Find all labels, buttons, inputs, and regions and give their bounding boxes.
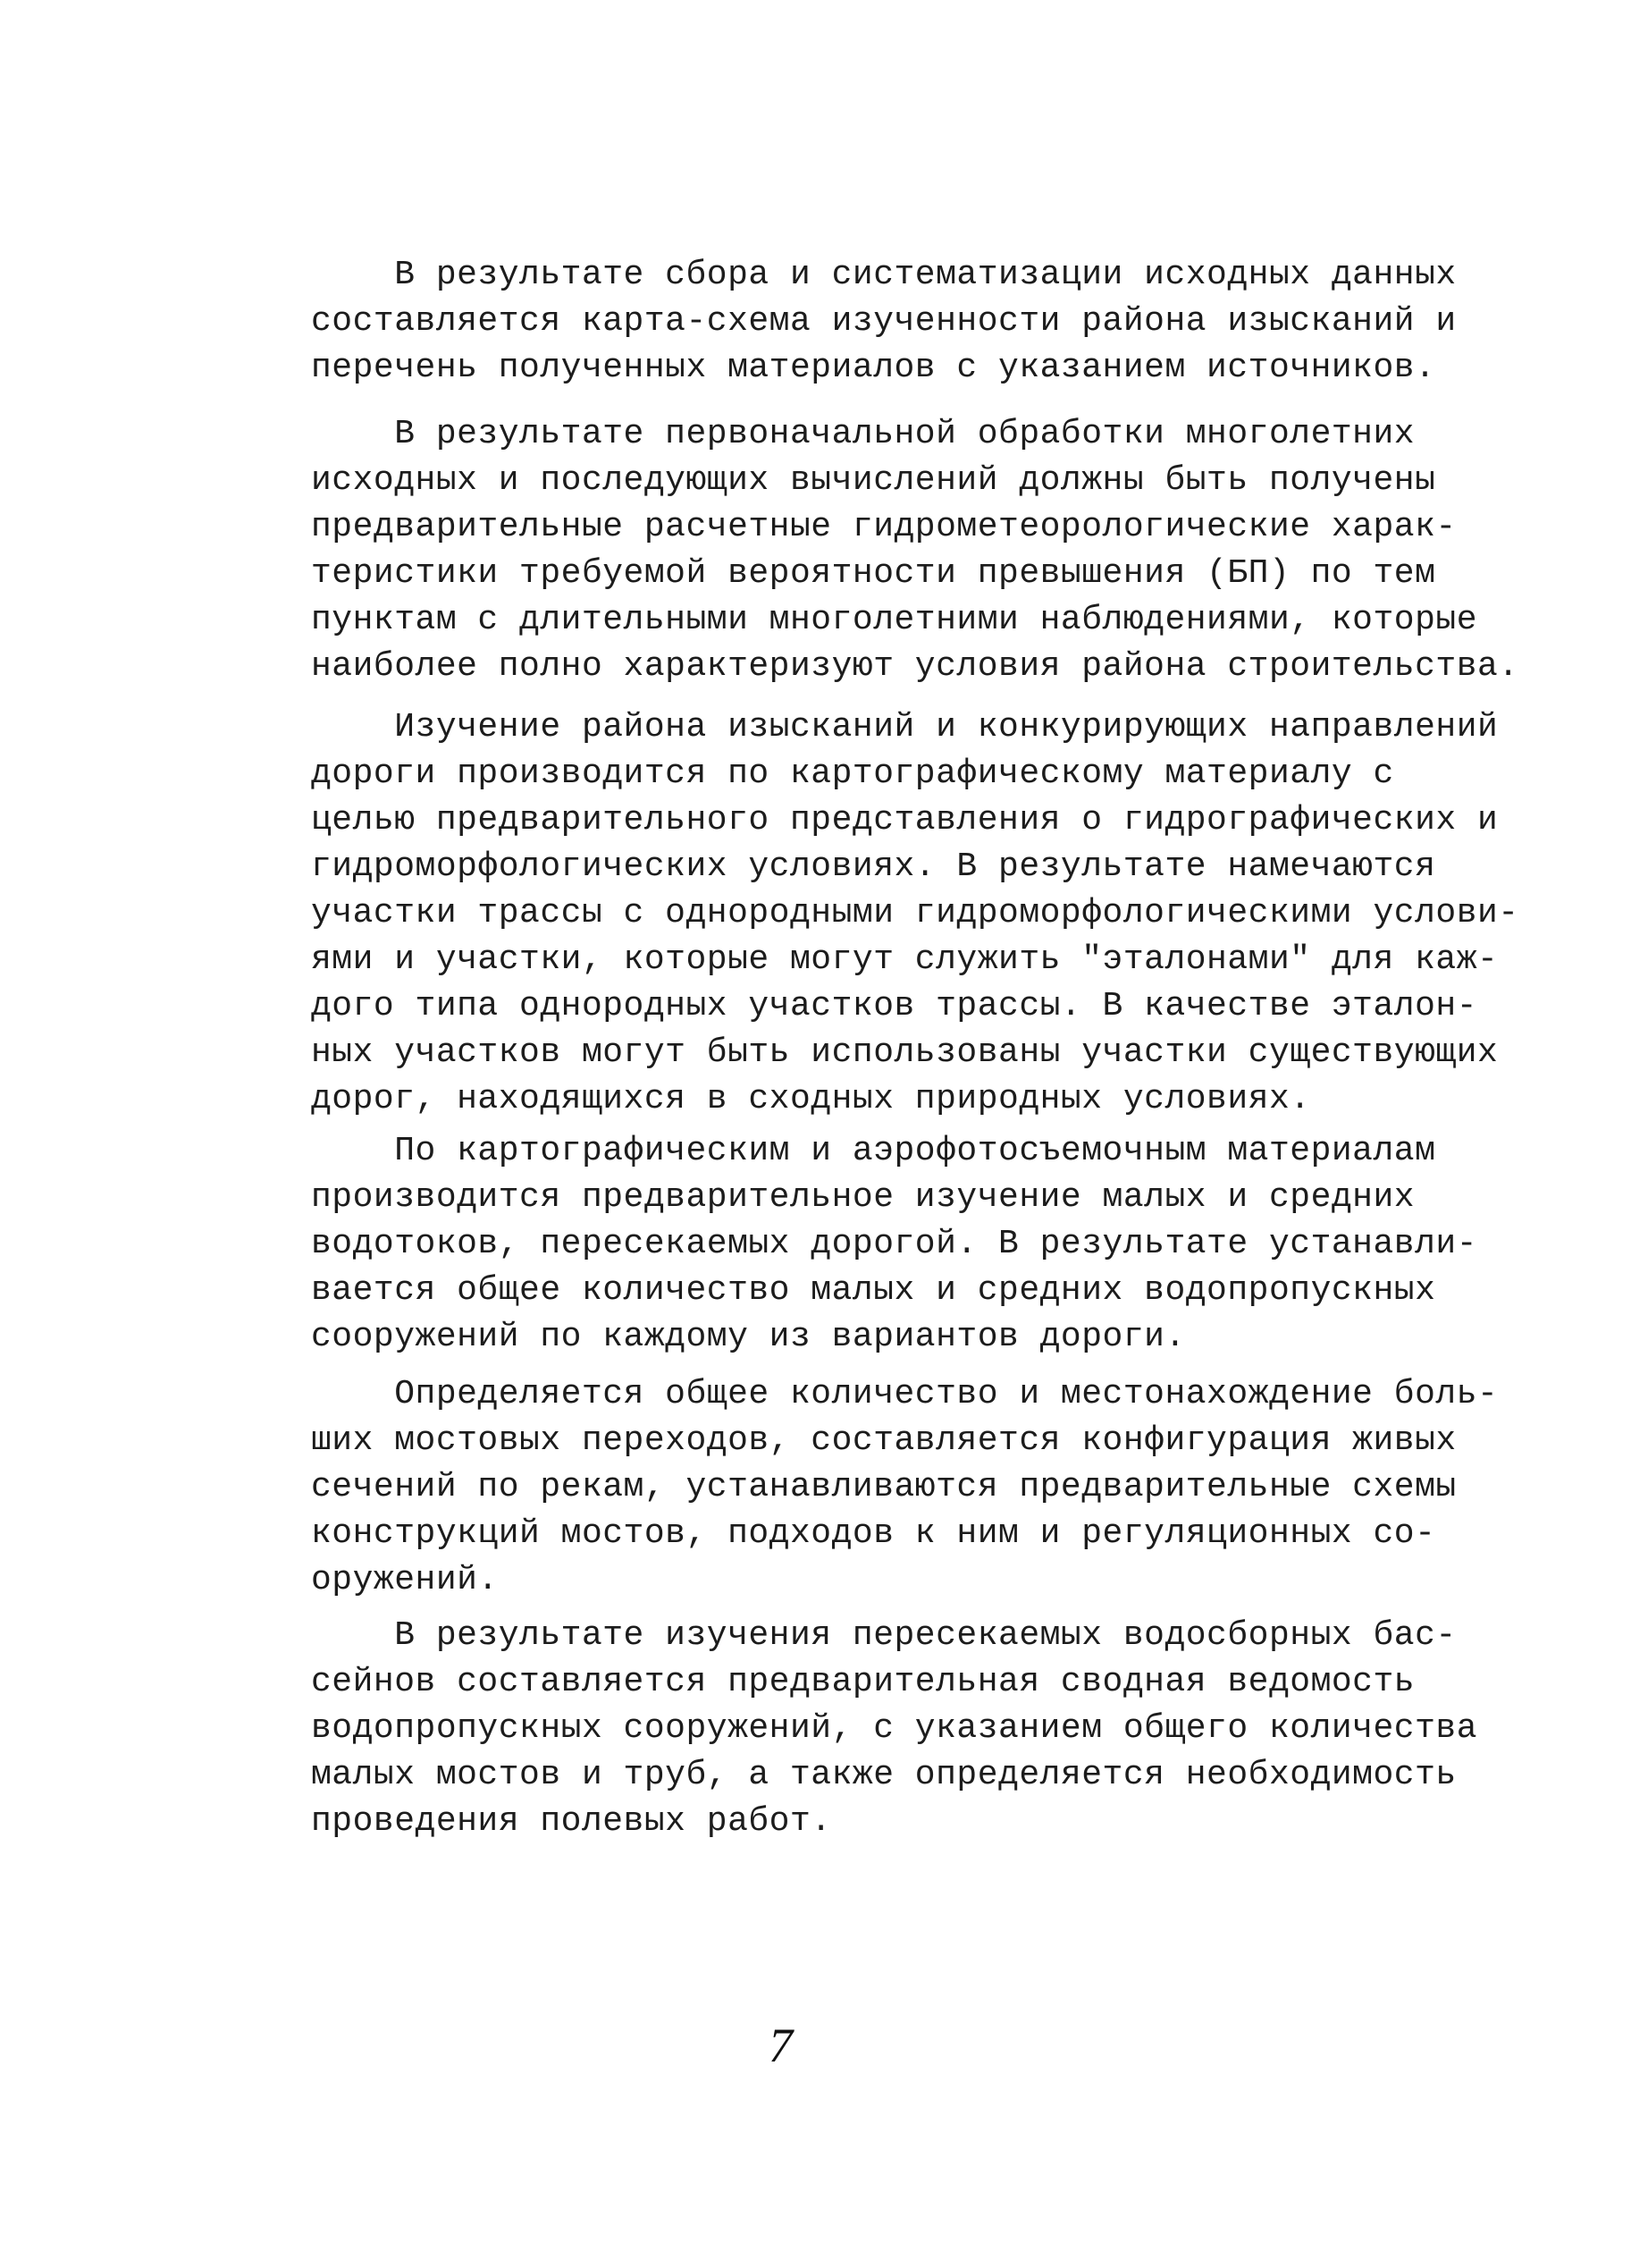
text-line: производится предварительное изучение малых и средних bbox=[311, 1178, 1416, 1217]
text-line: теристики требуемой вероятности превышения (БП) по тем bbox=[311, 554, 1436, 593]
text-line: участки трассы с однородными гидроморфологическими услови- bbox=[311, 894, 1519, 932]
text-line: наиболее полно характеризуют условия района строительства. bbox=[311, 647, 1519, 686]
text-line: конструкций мостов, подходов к ним и регуляционных со- bbox=[311, 1514, 1436, 1553]
paragraph-5 bbox=[311, 1371, 1499, 1604]
text-line: В результате сбора и систематизации исходных данных bbox=[311, 256, 1457, 294]
text-line: ями и участки, которые могут служить "эталонами" для каж- bbox=[311, 940, 1499, 979]
text-line: малых мостов и труб, а также определяется необходимость bbox=[311, 1756, 1457, 1794]
text-line: ших мостовых переходов, составляется конфигурация живых bbox=[311, 1421, 1457, 1460]
text-line: водопропускных сооружений, с указанием общего количества bbox=[311, 1709, 1478, 1748]
text-line: сечений по рекам, устанавливаются предварительные схемы bbox=[311, 1468, 1457, 1506]
text-line: исходных и последующих вычислений должны быть получены bbox=[311, 461, 1436, 500]
text-line: сейнов составляется предварительная сводная ведомость bbox=[311, 1663, 1416, 1701]
text-line: перечень полученных материалов с указанием источников. bbox=[311, 349, 1436, 387]
text-line: ных участков могут быть использованы участки существующих bbox=[311, 1033, 1499, 1072]
text-line: целью предварительного представления о гидрографических и bbox=[311, 801, 1499, 839]
text-line: вается общее количество малых и средних водопропускных bbox=[311, 1271, 1436, 1310]
text-line: пунктам с длительными многолетними наблюдениями, которые bbox=[311, 601, 1478, 639]
text-line: Определяется общее количество и местонахождение боль- bbox=[311, 1375, 1499, 1413]
text-line: сооружений по каждому из вариантов дороги. bbox=[311, 1318, 1186, 1356]
paragraph-1 bbox=[311, 252, 1457, 392]
text-line: проведения полевых работ. bbox=[311, 1802, 832, 1841]
text-line: Изучение района изысканий и конкурирующих направлений bbox=[311, 708, 1499, 746]
text-line: составляется карта-схема изученности района изысканий и bbox=[311, 302, 1457, 341]
text-line: гидроморфологических условиях. В результате намечаются bbox=[311, 847, 1436, 886]
paragraph-2 bbox=[311, 411, 1519, 690]
text-line: В результате первоначальной обработки многолетних bbox=[311, 415, 1416, 453]
text-line: дого типа однородных участков трассы. В качестве эталон- bbox=[311, 987, 1478, 1025]
text-line: дорог, находящихся в сходных природных условиях. bbox=[311, 1080, 1311, 1118]
page-number: 7 bbox=[769, 2019, 793, 2072]
text-line: По картографическим и аэрофотосъемочным материалам bbox=[311, 1132, 1436, 1170]
paragraph-3 bbox=[311, 704, 1519, 1123]
text-line: предварительные расчетные гидрометеорологические харак- bbox=[311, 508, 1457, 546]
text-line: оружений. bbox=[311, 1561, 499, 1599]
text-line: водотоков, пересекаемых дорогой. В результате устанавли- bbox=[311, 1225, 1478, 1263]
text-line: В результате изучения пересекаемых водосборных бас- bbox=[311, 1616, 1457, 1655]
paragraph-4 bbox=[311, 1128, 1478, 1361]
paragraph-6 bbox=[311, 1613, 1478, 1845]
text-line: дороги производится по картографическому материалу с bbox=[311, 755, 1394, 793]
